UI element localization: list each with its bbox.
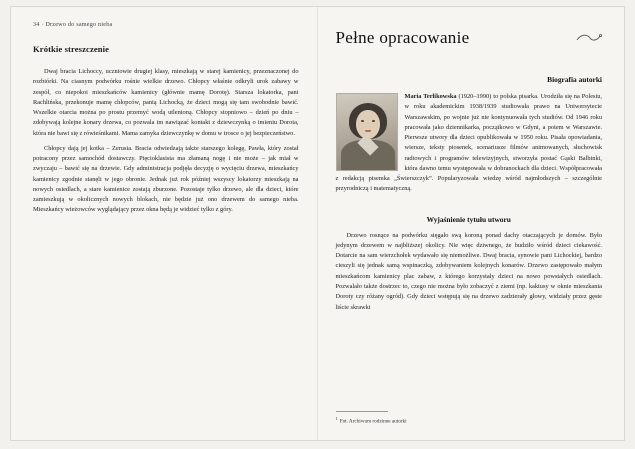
title-explained-paragraph: Drzewo rosnące na podwórku sięgało swą koroną ponad dachy otaczających je domów. Było jedynym drzewem w najbliższej okolicy. Nie więc dziwnego, że budziło wśród dzieci ciekawość. Dotarcie na sam wierzchołek wydawało się niemożliwe. Dwaj bracia, synowie pani Lichockiej, bardzo cieszyli się jednak samą wspinaczką, zdobywaniem kolejnych konarów. Drzewo zastępowało małym mieszkańcom kamienicy plac zabaw, z którego korzystały dzieci na nowo powstałych osiedlach. Pozwalało także dostrzec to, czego nie można było zobaczyć z ziemi (np. kaktusy w oknie mieszkania Doroty czy różany ogród). Gdy dzieci wstępują się na drzewo zadzierały głowy, widziały przez gęste liście skrawki (335, 231, 602, 311)
author-portrait-figure (336, 93, 398, 171)
footnote-text: Fot. Archiwum rodzinne autorki (339, 418, 407, 425)
title-row (336, 21, 603, 49)
footnote-area (336, 401, 603, 426)
subheading-biography: Biografia autorki (547, 75, 602, 84)
section-heading-summary: Krótkie streszczenie (33, 44, 110, 54)
footnote-marker: 1 (335, 415, 338, 421)
author-name: Maria Terlikowska (404, 93, 457, 100)
running-head: 34 · Drzewo do samego nieba (33, 21, 113, 28)
biography-text: (1920–1990) to polska pisarka. Urodziła się na Polesiu, w roku akademickim 1938/1939 studiowała prawo na Uniwersytecie Warszawskim, po wojnie już nie kontynuowała tych studiów. Od 1946 roku pracowała jako dziennikarka, początkowo w Gdyni, a potem w Warszawie. Pierwsze utwory dla dzieci opublikowała w 1950 roku. Pisała opowiadania, wiersze, teksty piosenek, scenariusze filmów animowanych, słuchowisk radiowych i programów telewizyjnych, stworzyła postać Gąski Balbinki, która dawno temu występowała w dobranockach dla dzieci. Współpracowała z redakcją pisemka „Świerszczyk”. Popularyzowała wiedzę wśród najmłodszych – szczególnie przyrodniczą i matematyczną. (335, 93, 602, 193)
page-title: Pełne opracowanie (335, 28, 470, 47)
summary-paragraph-2: Chłopcy dają jej kotka – Zerusia. Bracia odwiedzają także starszego kolegę, Pawła, który został potracony przez samochód dostawczy. Pięcioklasista ma złamaną nogę i nie może – jak miał w zwyczaju – bawić się na drzewie. Gdy administracja podjęła decyzję o wycięciu drzewa, mieszkańcy kamienicy zgodnie stanęli w jego obronie. Jednak już rok później wszyscy lokatorzy mieszkają na nowych osiedlach, a stare kamienice zostają zburzone. Pozostaje tylko drzewo, ale dla dzieci, które zamieszkują w okolicznych nowych blokach, nie będzie już ono drzewem do samego nieba. Mieszkańcy wieżowców wyglądający przez okna będą je widzieć tylko z góry. (33, 144, 299, 214)
left-page (11, 7, 318, 440)
summary-paragraph-1: Dwaj bracia Lichoccy, uczniowie drugiej klasy, mieszkają w starej kamienicy, przeznaczonej do rozbiórki. Na ciasnym podwórku rośnie wielkie drzewo. Chłopcy właśnie odkryli urok zabawy w zespół, co niepokoi mieszkańców kamienicy (głównie mamę Dorotę). Starsza lokatorka, pani Rachlińska, przekonuje mamę chłopców, panią Lichocką, że dzieci mogą się tam swobodnie bawić. Wszelkie otarcia można po prostu przemyć wodą utlenioną. Chłopcy stopniowo – dzień po dniu – zdobywają kolejne konary drzewa, co pozwala im nawiązać kontakt z dziewczynką o imieniu Dorota, która nie bawi się z rówieśnikami. Mama zamyka dziewczynkę w domu w trosce o jej bezpieczeństwo. (33, 68, 299, 137)
right-page (318, 7, 625, 440)
page-spread (10, 6, 625, 441)
author-photo (336, 93, 398, 171)
footnote (336, 416, 603, 426)
footnote-divider (336, 411, 388, 412)
flourish-ornament-icon (576, 31, 602, 49)
subheading-title-explained: Wyjaśnienie tytułu utworu (426, 214, 511, 224)
